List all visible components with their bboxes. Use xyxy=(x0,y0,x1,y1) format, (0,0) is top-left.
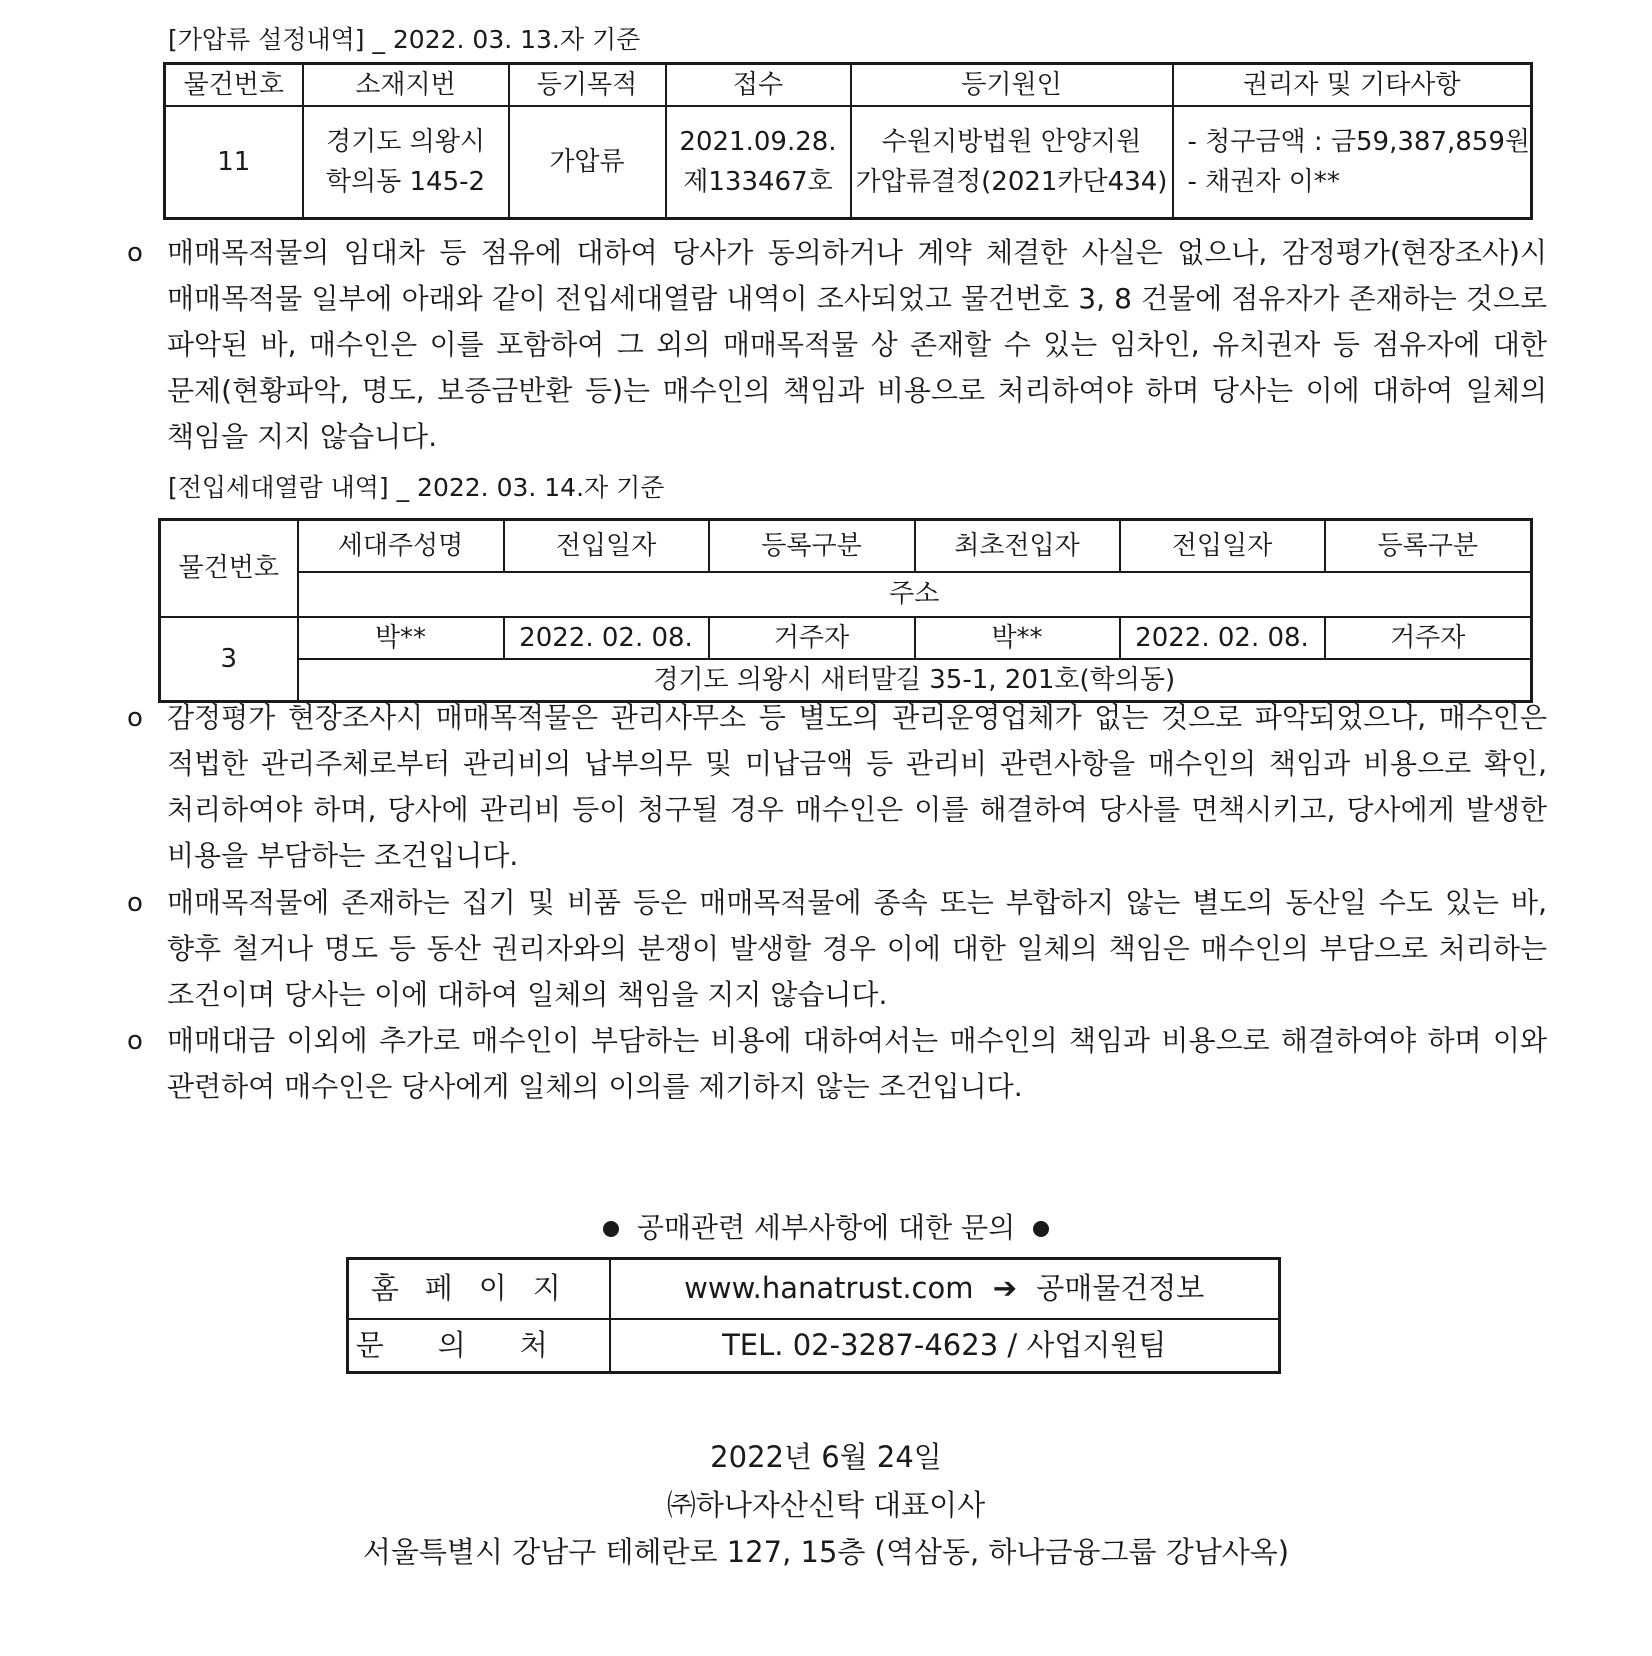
header-cell: 세대주성명 xyxy=(298,520,504,572)
homepage-link[interactable]: www.hanatrust.com xyxy=(684,1271,974,1306)
contact-value: TEL. 02-3287-4623 / 사업지원팀 xyxy=(610,1319,1280,1373)
address-line: 경기도 의왕시 xyxy=(326,126,485,157)
homepage-value xyxy=(610,1259,1280,1319)
bullet-dot-icon xyxy=(603,1221,619,1237)
header-cell: 접수 xyxy=(666,64,851,107)
bullet-text: 감정평가 현장조사시 매매목적물은 관리사무소 등 별도의 관리운영업체가 없는 것으로 파악되었으나, 매수인은 적법한 관리주체로부터 관리비의 납부의무 및 미납금액 등 관리비 관련사항을 매수인의 책임과 비용으로 확인, 처리하여야 하며, 당사에 관리비 등이 청구될 경우 매수인은 이를 해결하여 당사를 면책시키고, 당사에게 발생한 비용을 부담하는 조건입니다. xyxy=(167,701,1547,872)
purpose-cell: 가압류 xyxy=(509,106,666,218)
table-row xyxy=(348,1259,1280,1319)
bullet-text: 매매대금 이외에 추가로 매수인이 부담하는 비용에 대하여서는 매수인의 책임과 비용으로 해결하여야 하며 이와 관련하여 매수인은 당사에게 일체의 이의를 제기하지 않는 조건입니다. xyxy=(167,1024,1547,1103)
table-row xyxy=(165,106,1532,218)
receipt-date: 2021.09.28. xyxy=(679,126,837,157)
inquiry-title xyxy=(0,1206,1652,1246)
address-cell xyxy=(303,106,509,218)
footer-address: 서울특별시 강남구 테헤란로 127, 15층 (역삼동, 하나금융그룹 강남사옥) xyxy=(362,1535,1290,1569)
bullet-mark: o xyxy=(127,703,143,733)
table-row xyxy=(160,617,1532,659)
table-row xyxy=(348,1319,1280,1373)
bullet-mark: o xyxy=(127,238,143,268)
table-cell: 2022. 02. 08. xyxy=(1120,617,1325,659)
seizure-section-title: [가압류 설정내역] _ 2022. 03. 13.자 기준 xyxy=(168,25,641,54)
table-cell: 거주자 xyxy=(1325,617,1532,659)
bullet-text: 매매목적물에 존재하는 집기 및 비품 등은 매매목적물에 종속 또는 부합하지 않는 별도의 동산일 수도 있는 바, 향후 철거나 명도 등 동산 권리자와의 분쟁이 발생할 경우 이에 대한 일체의 책임은 매수인의 부담으로 처리하는 조건이며 당사는 이에 대하여 일체의 책임을 지지 않습니다. xyxy=(167,886,1547,1011)
movein-table xyxy=(158,518,1533,703)
header-cell: 물건번호 xyxy=(160,520,298,617)
contact-label: 문의처 xyxy=(348,1319,610,1373)
rights-line: - 채권자 이** xyxy=(1187,167,1340,198)
movein-section-title: [전입세대열람 내역] _ 2022. 03. 14.자 기준 xyxy=(168,473,665,502)
cause-line: 수원지방법원 안양지원 xyxy=(881,126,1142,157)
rights-cell xyxy=(1173,106,1532,218)
notice-bullet-additional-costs xyxy=(127,1018,1547,1110)
inquiry-table xyxy=(346,1257,1281,1374)
receipt-cell xyxy=(666,106,851,218)
header-cell: 소재지번 xyxy=(303,64,509,107)
bullet-text: 매매목적물의 임대차 등 점유에 대하여 당사가 동의하거나 계약 체결한 사실은 없으나, 감정평가(현장조사)시 매매목적물 일부에 아래와 같이 전입세대열람 내역이 조사되었고 물건번호 3, 8 건물에 점유자가 존재하는 것으로 파악된 바, 매수인은 이를 포함하여 그 외의 매매목적물 상 존재할 수 있는 임차인, 유치권자 등 점유자에 대한 문제(현황파악, 명도, 보증금반환 등)는 매수인의 책임과 비용으로 처리하여야 하며 당사는 이에 대하여 일체의 책임을 지지 않습니다. xyxy=(167,236,1547,453)
bullet-mark: o xyxy=(127,1026,143,1056)
seizure-header-row xyxy=(165,64,1532,107)
header-cell: 전입일자 xyxy=(504,520,709,572)
header-cell: 최초전입자 xyxy=(915,520,1120,572)
receipt-number: 제133467호 xyxy=(683,167,833,198)
footer-date: 2022년 6월 24일 xyxy=(710,1440,942,1474)
notice-bullet-fixtures xyxy=(127,880,1547,1018)
item-number-cell: 11 xyxy=(165,106,303,218)
address-line: 학의동 145-2 xyxy=(325,167,486,198)
cause-cell xyxy=(851,106,1173,218)
homepage-destination: 공매물건정보 xyxy=(1036,1271,1205,1306)
arrow-right-icon: ➔ xyxy=(992,1271,1018,1306)
seizure-table xyxy=(163,62,1533,220)
item-number-cell: 3 xyxy=(160,617,298,702)
cause-line: 가압류결정(2021카단434) xyxy=(855,167,1168,198)
table-cell: 박** xyxy=(915,617,1120,659)
rights-line: - 청구금액 : 금59,387,859원 xyxy=(1187,126,1530,157)
table-cell: 박** xyxy=(298,617,504,659)
table-cell: 2022. 02. 08. xyxy=(504,617,709,659)
notice-bullet-management-fee xyxy=(127,695,1547,879)
bullet-dot-icon xyxy=(1033,1221,1049,1237)
notice-bullet-occupancy xyxy=(127,230,1547,460)
bullet-mark: o xyxy=(127,888,143,918)
address-cell: 경기도 의왕시 새터말길 35-1, 201호(학의동) xyxy=(298,659,1532,702)
header-cell: 물건번호 xyxy=(165,64,303,107)
homepage-label: 홈페이지 xyxy=(348,1259,610,1319)
movein-header-row xyxy=(160,520,1532,572)
header-cell: 등록구분 xyxy=(1325,520,1532,572)
header-cell: 전입일자 xyxy=(1120,520,1325,572)
footer-company: ㈜하나자산신탁 대표이사 xyxy=(666,1488,986,1522)
inquiry-title-text: 공매관련 세부사항에 대한 문의 xyxy=(636,1211,1016,1244)
header-cell: 등기원인 xyxy=(851,64,1173,107)
header-cell: 권리자 및 기타사항 xyxy=(1173,64,1532,107)
header-cell: 등기목적 xyxy=(509,64,666,107)
header-cell: 주소 xyxy=(298,572,1532,617)
table-cell: 거주자 xyxy=(709,617,915,659)
header-cell: 등록구분 xyxy=(709,520,915,572)
movein-address-header-row xyxy=(160,572,1532,617)
